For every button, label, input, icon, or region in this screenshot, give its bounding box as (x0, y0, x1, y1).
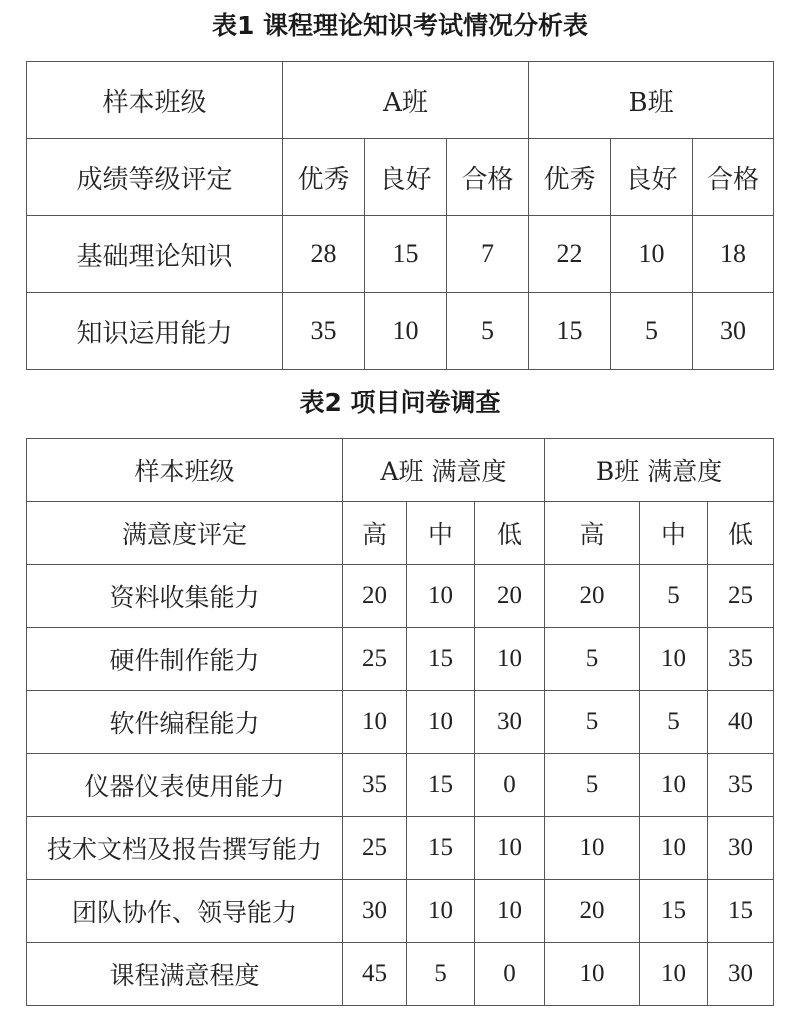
row-label: 知识运用能力 (27, 293, 283, 370)
value-cell: 15 (640, 880, 708, 943)
grade-level-row (27, 139, 774, 216)
level-cell: 高 (343, 502, 407, 565)
table-row (27, 880, 774, 943)
value-cell: 10 (343, 691, 407, 754)
grade-cell: 优秀 (283, 139, 365, 216)
value-cell: 5 (447, 293, 529, 370)
value-cell: 22 (529, 216, 611, 293)
row-label: 资料收集能力 (27, 565, 343, 628)
grade-cell: 优秀 (529, 139, 611, 216)
value-cell: 15 (529, 293, 611, 370)
value-cell: 35 (708, 628, 774, 691)
value-cell: 40 (708, 691, 774, 754)
row-label: 课程满意程度 (27, 943, 343, 1006)
value-cell: 30 (343, 880, 407, 943)
grade-cell: 合格 (447, 139, 529, 216)
level-row-label: 满意度评定 (27, 502, 343, 565)
value-cell: 10 (407, 691, 475, 754)
table1-caption: 表1 课程理论知识考试情况分析表 (211, 11, 589, 40)
satisfaction-level-row (27, 502, 774, 565)
value-cell: 5 (640, 565, 708, 628)
value-cell: 10 (407, 565, 475, 628)
value-cell: 35 (343, 754, 407, 817)
level-cell: 低 (708, 502, 774, 565)
row-label: 软件编程能力 (27, 691, 343, 754)
value-cell: 35 (283, 293, 365, 370)
value-cell: 0 (475, 943, 545, 1006)
survey-table (26, 438, 774, 1006)
value-cell: 7 (447, 216, 529, 293)
value-cell: 0 (475, 754, 545, 817)
value-cell: 20 (343, 565, 407, 628)
value-cell: 10 (475, 817, 545, 880)
value-cell: 10 (407, 880, 475, 943)
value-cell: 20 (545, 880, 640, 943)
class-a-header: A班 满意度 (343, 439, 545, 502)
value-cell: 45 (343, 943, 407, 1006)
value-cell: 5 (407, 943, 475, 1006)
value-cell: 5 (611, 293, 693, 370)
value-cell: 20 (475, 565, 545, 628)
value-cell: 10 (640, 628, 708, 691)
row-label: 硬件制作能力 (27, 628, 343, 691)
class-a-header: A班 (283, 62, 529, 139)
row-label: 团队协作、领导能力 (27, 880, 343, 943)
value-cell: 15 (365, 216, 447, 293)
table-row (27, 565, 774, 628)
value-cell: 10 (640, 754, 708, 817)
value-cell: 28 (283, 216, 365, 293)
value-cell: 10 (475, 628, 545, 691)
row-label: 技术文档及报告撰写能力 (27, 817, 343, 880)
level-cell: 中 (640, 502, 708, 565)
table-row (27, 754, 774, 817)
class-b-header: B班 满意度 (545, 439, 774, 502)
value-cell: 10 (611, 216, 693, 293)
table2-caption: 表2 项目问卷调查 (299, 388, 501, 417)
value-cell: 15 (407, 754, 475, 817)
table-header-row (27, 62, 774, 139)
table-header-row (27, 439, 774, 502)
value-cell: 25 (343, 817, 407, 880)
value-cell: 5 (640, 691, 708, 754)
level-cell: 高 (545, 502, 640, 565)
row-label: 仪器仪表使用能力 (27, 754, 343, 817)
grade-cell: 良好 (611, 139, 693, 216)
value-cell: 25 (708, 565, 774, 628)
value-cell: 10 (640, 817, 708, 880)
grade-cell: 良好 (365, 139, 447, 216)
value-cell: 30 (708, 817, 774, 880)
value-cell: 15 (708, 880, 774, 943)
table-row (27, 216, 774, 293)
value-cell: 30 (708, 943, 774, 1006)
value-cell: 30 (693, 293, 774, 370)
level-cell: 低 (475, 502, 545, 565)
value-cell: 5 (545, 754, 640, 817)
header-row-label: 样本班级 (27, 62, 283, 139)
value-cell: 15 (407, 628, 475, 691)
grade-cell: 合格 (693, 139, 774, 216)
value-cell: 18 (693, 216, 774, 293)
class-b-header: B班 (529, 62, 774, 139)
table-row (27, 293, 774, 370)
value-cell: 35 (708, 754, 774, 817)
table-row (27, 817, 774, 880)
table-row (27, 943, 774, 1006)
value-cell: 10 (475, 880, 545, 943)
value-cell: 5 (545, 628, 640, 691)
value-cell: 25 (343, 628, 407, 691)
value-cell: 20 (545, 565, 640, 628)
value-cell: 30 (475, 691, 545, 754)
exam-analysis-table (26, 61, 774, 370)
value-cell: 10 (640, 943, 708, 1006)
value-cell: 10 (545, 943, 640, 1006)
level-cell: 中 (407, 502, 475, 565)
value-cell: 10 (545, 817, 640, 880)
value-cell: 15 (407, 817, 475, 880)
value-cell: 5 (545, 691, 640, 754)
table-row (27, 691, 774, 754)
grade-row-label: 成绩等级评定 (27, 139, 283, 216)
header-row-label: 样本班级 (27, 439, 343, 502)
value-cell: 10 (365, 293, 447, 370)
row-label: 基础理论知识 (27, 216, 283, 293)
table-row (27, 628, 774, 691)
